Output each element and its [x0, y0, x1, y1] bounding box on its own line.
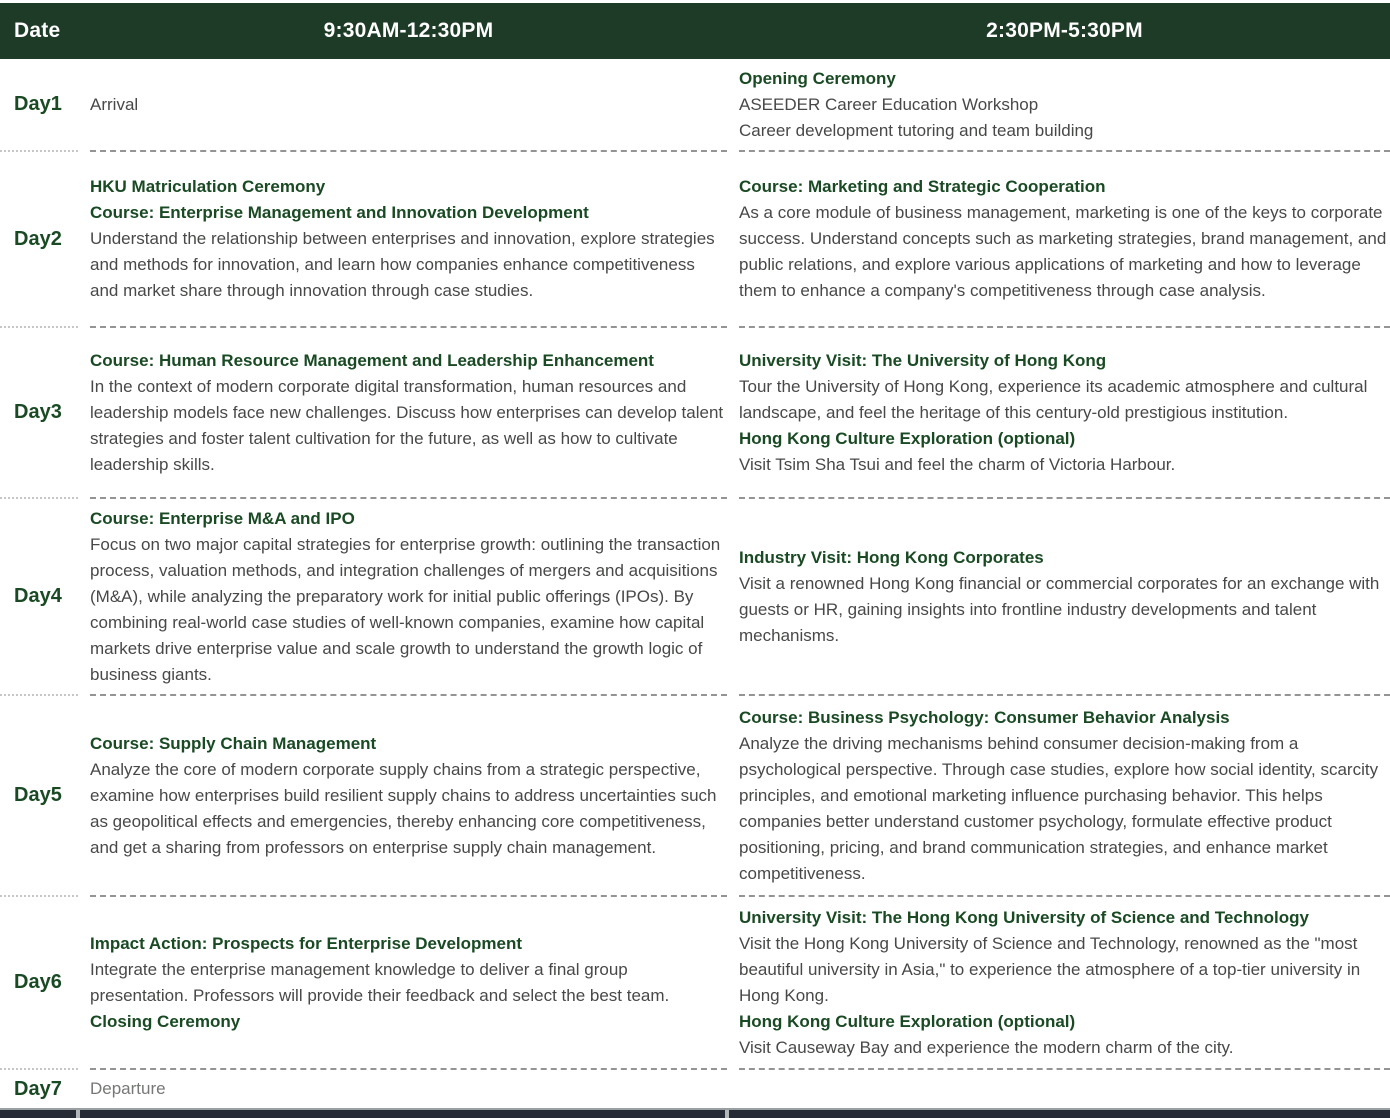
- morning-cell: [90, 59, 727, 150]
- schedule-row-day6: [0, 895, 1390, 1068]
- session-text: Visit Causeway Bay and experience the modern charm of the city.: [739, 1037, 1234, 1057]
- session-text: Tour the University of Hong Kong, experience its academic atmosphere and cultural landscape, and feel the heritage of this century-old prestigious institution.: [739, 376, 1368, 422]
- next-table-header-cropped: [0, 1108, 1390, 1118]
- session-text: Analyze the core of modern corporate supply chains from a strategic perspective, examine how enterprises build resilient supply chains to address uncertainties such as geopolitical effects and emergencies, thereby enhancing core competitiveness, and get a sharing from professors on enterprise supply chain management.: [90, 759, 717, 857]
- session-text: Integrate the enterprise management knowledge to deliver a final group presentation. Professors will provide their feedback and select the best team.: [90, 959, 670, 1005]
- session-title: Hong Kong Culture Exploration (optional): [739, 1011, 1076, 1031]
- session-text: Departure: [90, 1079, 166, 1098]
- schedule-row-day2: [0, 150, 1390, 326]
- session-text: Visit Tsim Sha Tsui and feel the charm of Victoria Harbour.: [739, 454, 1176, 474]
- schedule-rows: [0, 59, 1390, 1108]
- schedule-row-day3: [0, 326, 1390, 497]
- session-title: University Visit: The University of Hong Kong: [739, 350, 1107, 370]
- afternoon-cell: [739, 326, 1390, 497]
- day-label: Day4: [14, 585, 62, 607]
- session-title: Impact Action: Prospects for Enterprise Development: [90, 933, 523, 953]
- session-title: HKU Matriculation Ceremony: [90, 177, 326, 196]
- session-title: Hong Kong Culture Exploration (optional): [739, 428, 1076, 448]
- header-date: Date: [14, 19, 61, 42]
- morning-cell: [90, 326, 727, 497]
- day-label: Day1: [14, 93, 62, 115]
- table-header-row: [0, 3, 1390, 59]
- session-text: Analyze the driving mechanisms behind consumer decision-making from a psychological perspective. Through case studies, explore how social identity, scarcity principles, and emotional marketing influence purchasing behavior. This helps companies better understand customer psychology, formulate effective product positioning, pricing, and brand communication strategies, and enhance market competitiveness.: [739, 733, 1379, 883]
- schedule-row-day4: [0, 497, 1390, 694]
- afternoon-cell: [739, 895, 1390, 1068]
- column-separator: [725, 1110, 729, 1118]
- morning-cell: [90, 150, 727, 326]
- session-text: Arrival: [90, 94, 139, 114]
- session-text: Focus on two major capital strategies for enterprise growth: outlining the transaction process, valuation methods, and integration challenges of mergers and acquisitions (M&A), while analyzing the preparatory work for initial public offerings (IPOs). By combining real-world case studies of well-known companies, examine how capital markets drive enterprise value and scale growth to understand the growth logic of business giants.: [90, 534, 721, 684]
- morning-cell: [90, 895, 727, 1068]
- session-text: Understand the relationship between enterprises and innovation, explore strategies and methods for innovation, and learn how companies enhance competitiveness and market share through innovation through case studies.: [90, 229, 715, 300]
- session-title: Industry Visit: Hong Kong Corporates: [739, 547, 1044, 567]
- schedule-row-day7: [0, 1068, 1390, 1108]
- session-text: Visit the Hong Kong University of Science and Technology, renowned as the "most beautiful university in Asia," to experience the atmosphere of a top-tier university in Hong Kong.: [739, 933, 1361, 1005]
- session-text: In the context of modern corporate digital transformation, human resources and leadership models face new challenges. Discuss how enterprises can develop talent strategies and foster talent cultivation for the future, as well as how to cultivate leadership skills.: [90, 376, 724, 474]
- session-title: University Visit: The Hong Kong University of Science and Technology: [739, 907, 1309, 927]
- morning-cell: [90, 694, 727, 895]
- session-text: Career development tutoring and team building: [739, 120, 1094, 140]
- session-title: Closing Ceremony: [90, 1011, 241, 1031]
- schedule-row-day1: [0, 59, 1390, 150]
- day-label: Day3: [14, 401, 62, 423]
- afternoon-cell: [739, 150, 1390, 326]
- session-title: Course: Enterprise Management and Innovation Development: [90, 203, 589, 222]
- morning-cell: [90, 497, 727, 694]
- session-title: Course: Human Resource Management and Leadership Enhancement: [90, 350, 654, 370]
- session-text: Visit a renowned Hong Kong financial or commercial corporates for an exchange with guests or HR, gaining insights into frontline industry developments and talent mechanisms.: [739, 573, 1380, 645]
- afternoon-cell: [739, 497, 1390, 694]
- column-separator: [76, 1110, 80, 1118]
- day-label: Day2: [14, 227, 62, 250]
- afternoon-cell: [739, 1068, 1390, 1108]
- session-text: ASEEDER Career Education Workshop: [739, 94, 1039, 114]
- header-morning-timeslot: 9:30AM-12:30PM: [323, 19, 494, 42]
- session-title: Course: Supply Chain Management: [90, 733, 377, 753]
- morning-cell: [90, 1068, 727, 1108]
- session-title: Opening Ceremony: [739, 68, 896, 88]
- day-label: Day6: [14, 971, 62, 993]
- session-title: Course: Business Psychology: Consumer Behavior Analysis: [739, 707, 1230, 727]
- session-title: Course: Enterprise M&A and IPO: [90, 508, 355, 528]
- header-afternoon-timeslot: 2:30PM-5:30PM: [986, 19, 1143, 42]
- day-label: Day7: [14, 1077, 62, 1100]
- schedule-row-day5: [0, 694, 1390, 895]
- afternoon-cell: [739, 694, 1390, 895]
- session-title: Course: Marketing and Strategic Cooperation: [739, 177, 1106, 196]
- afternoon-cell: [739, 59, 1390, 150]
- session-text: As a core module of business management, marketing is one of the keys to corporate success. Understand concepts such as marketing strategies, brand management, and public relations, and explore various applications of marketing and how to leverage them to enhance a company's competitiveness through case analysis.: [739, 203, 1387, 300]
- day-label: Day5: [14, 784, 62, 806]
